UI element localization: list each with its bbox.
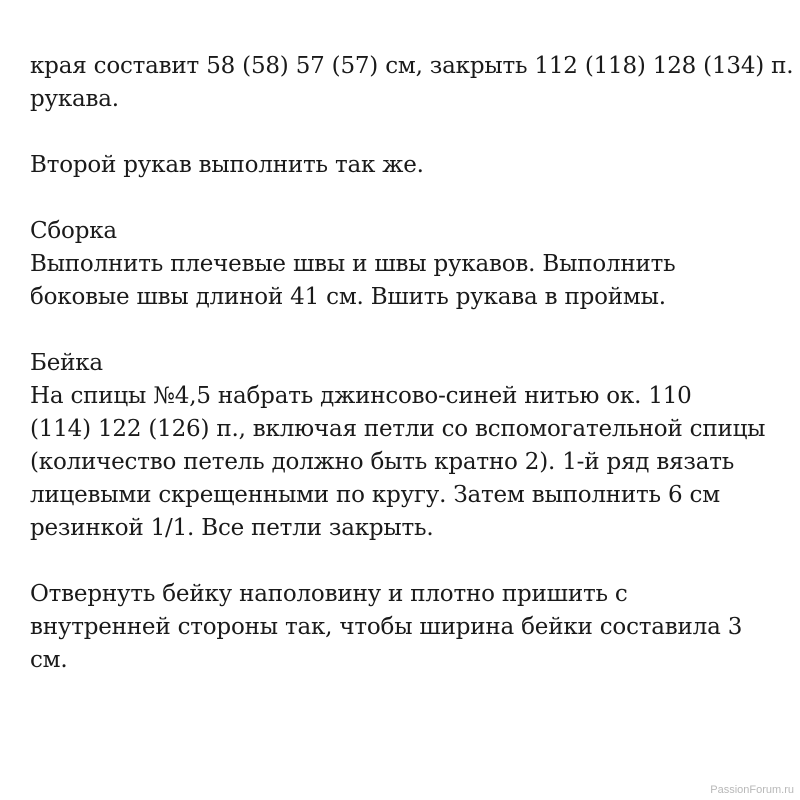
text-line: (количество петель должно быть кратно 2). 1-й ряд вязать	[30, 449, 735, 475]
text-line: внутренней стороны так, чтобы ширина бейки составила 3	[30, 614, 743, 640]
text-line: На спицы №4,5 набрать джинсово-синей нитью ок. 110	[30, 383, 692, 409]
paragraph-gap	[30, 314, 790, 347]
text-line: края составит 58 (58) 57 (57) см, закрыть 112 (118) 128 (134) п.	[30, 53, 794, 79]
paragraph-gap	[30, 182, 790, 215]
text-line: боковые швы длиной 41 см. Вшить рукава в проймы.	[30, 284, 666, 310]
section-heading: Бейка	[30, 350, 103, 376]
text-line: см.	[30, 647, 68, 673]
document-body	[30, 50, 794, 677]
text-line: Второй рукав выполнить так же.	[30, 152, 424, 178]
text-line: Выполнить плечевые швы и швы рукавов. Выполнить	[30, 251, 676, 277]
text-line: лицевыми скрещенными по кругу. Затем выполнить 6 см	[30, 482, 720, 508]
paragraph-gap	[30, 116, 790, 149]
text-line: рукава.	[30, 86, 119, 112]
text-line: Отвернуть бейку наполовину и плотно пришить с	[30, 581, 628, 607]
text-line: резинкой 1/1. Все петли закрыть.	[30, 515, 434, 541]
text-line: (114) 122 (126) п., включая петли со вспомогательной спицы	[30, 416, 766, 442]
watermark: PassionForum.ru	[710, 784, 794, 796]
paragraph-gap	[30, 545, 790, 578]
section-heading: Сборка	[30, 218, 117, 244]
